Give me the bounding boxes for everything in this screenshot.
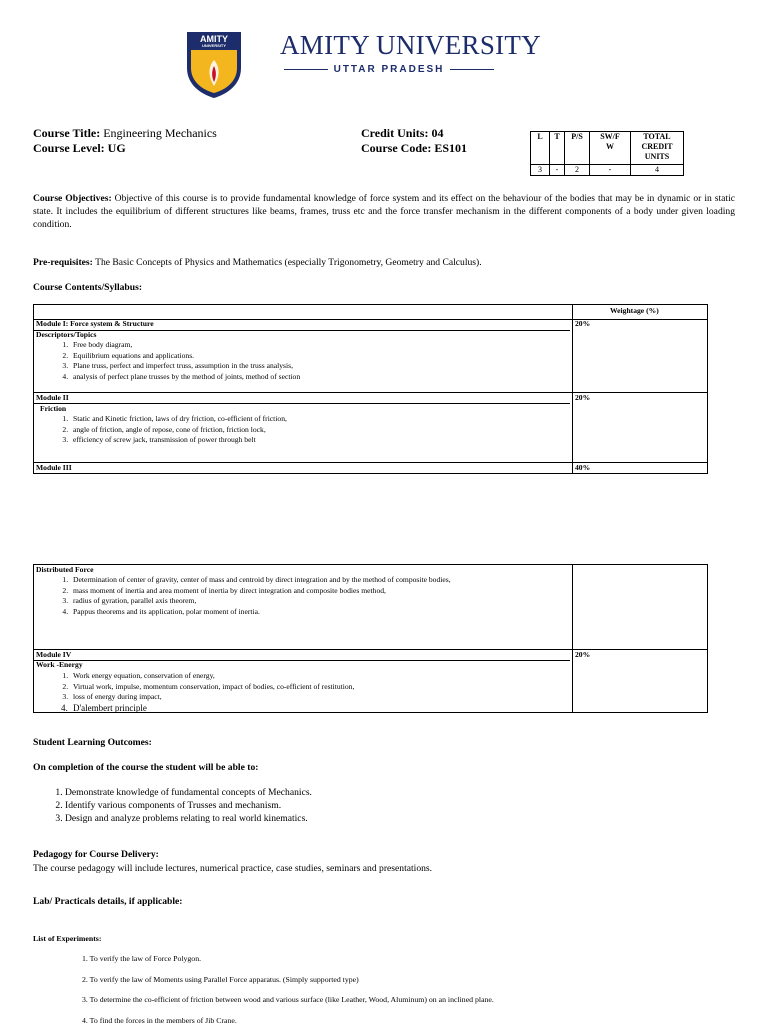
- lab-title: Lab/ Practicals details, if applicable:: [33, 896, 183, 907]
- list-item: 4. analysis of perfect plane trusses by the method of joints, method of section: [70, 372, 300, 383]
- module-1-topics: [34, 340, 300, 382]
- module-3-weight: 40%: [575, 463, 591, 472]
- list-item: 4. Pappus theorems and its application, polar moment of inertia.: [70, 607, 451, 618]
- module-4-subheading: Work -Energy: [36, 660, 83, 669]
- course-code: Course Code: ES101: [361, 141, 468, 155]
- list-item: 1. Determination of center of gravity, center of mass and centroid by direct integration and by the method of composite bodies,: [70, 575, 451, 586]
- list-item: 1. Static and Kinetic friction, laws of dry friction, co-efficient of friction,: [70, 414, 287, 425]
- distributed-force-subheading: Distributed Force: [36, 565, 94, 574]
- pedagogy-title: Pedagogy for Course Delivery:: [33, 849, 159, 860]
- credits-value-swfw: -: [590, 165, 631, 176]
- module-2-subheading: Friction: [40, 404, 67, 413]
- syllabus-title: Course Contents/Syllabus:: [33, 282, 143, 293]
- credit-units: Credit Units: 04: [361, 126, 444, 140]
- university-subtitle: UTTAR PRADESH: [284, 64, 494, 75]
- module-4-title: Module IV: [36, 650, 72, 659]
- outcomes-intro: On completion of the course the student will be able to:: [33, 762, 259, 773]
- outcomes-list: [33, 786, 312, 825]
- credits-table: [530, 131, 684, 176]
- list-item: 2. mass moment of inertia and area moment of inertia by direct integration and composite bodies method,: [70, 586, 451, 597]
- course-level: Course Level: UG: [33, 141, 126, 155]
- credits-value-ps: 2: [565, 165, 590, 176]
- logo-text: AMITY UNIVERSITY: [200, 34, 228, 48]
- list-item: 2. Identify various components of Trusses and mechanism.: [65, 799, 312, 812]
- syllabus-table: [33, 304, 708, 474]
- credits-header-swfw: SW/F W: [590, 132, 631, 165]
- list-item: 3. Plane truss, perfect and imperfect truss, assumption in the truss analysis,: [70, 361, 300, 372]
- course-title: Course Title: Engineering Mechanics: [33, 126, 217, 140]
- list-item: 1. Work energy equation, conservation of energy,: [70, 671, 354, 682]
- module-1-subheading: Descriptors/Topics: [36, 330, 97, 339]
- experiments-title: List of Experiments:: [33, 934, 102, 943]
- module-1-title: Module I: Force system & Structure: [36, 319, 154, 328]
- university-logo: [185, 30, 243, 100]
- experiment-item: 3. To determine the co-efficient of friction between wood and various surface (like Leather, Wood, Aluminum) on an inclined plane.: [82, 995, 494, 1004]
- credits-header-ps: P/S: [565, 132, 590, 165]
- module-3-title: Module III: [36, 463, 72, 472]
- experiment-item: 4. To find the forces in the members of Jib Crane.: [82, 1016, 237, 1025]
- credits-value-l: 3: [531, 165, 550, 176]
- experiment-item: 1. To verify the law of Force Polygon.: [82, 954, 202, 963]
- module-1-weight: 20%: [575, 319, 591, 328]
- course-objectives: Course Objectives: Objective of this course is to provide fundamental knowledge of force system and its effect on the behaviour of the bodies that may be in dynamic or in static state. It includes the equilibrium of different structures like beams, frames, truss etc and the force transfer mechanism in the different components of a body under given loading condition.: [33, 193, 736, 230]
- list-item: 3. Design and analyze problems relating to real world kinematics.: [65, 812, 312, 825]
- module-4-topics: [34, 671, 354, 713]
- module-2-title: Module II: [36, 393, 69, 402]
- credits-header-total: TOTAL CREDIT UNITS: [631, 132, 684, 165]
- prerequisites: Pre-requisites: The Basic Concepts of Physics and Mathematics (especially Trigonometry, Geometry and Calculus).: [33, 257, 482, 268]
- module-2-topics: [34, 414, 287, 446]
- list-item: 1. Demonstrate knowledge of fundamental concepts of Mechanics.: [65, 786, 312, 799]
- list-item: 2. Equilibrium equations and applications.: [70, 351, 300, 362]
- list-item: 4. D'alembert principle: [70, 703, 354, 714]
- module-2-weight: 20%: [575, 393, 591, 402]
- outcomes-title: Student Learning Outcomes:: [33, 737, 152, 748]
- university-name: AMITY UNIVERSITY: [280, 30, 542, 60]
- credits-header-l: L: [531, 132, 550, 165]
- pedagogy-text: The course pedagogy will include lectures, numerical practice, case studies, seminars and presentations.: [33, 863, 433, 874]
- module-4-weight: 20%: [575, 650, 591, 659]
- list-item: 3. loss of energy during impact,: [70, 692, 354, 703]
- list-item: 2. Virtual work, impulse, momentum conservation, impact of bodies, co-efficient of restitution,: [70, 682, 354, 693]
- list-item: 3. efficiency of screw jack, transmission of power through belt: [70, 435, 287, 446]
- experiment-item: 2. To verify the law of Moments using Parallel Force apparatus. (Simply supported type): [82, 975, 359, 984]
- credits-value-t: -: [550, 165, 565, 176]
- list-item: 1. Free body diagram,: [70, 340, 300, 351]
- syllabus-table-continued: [33, 564, 708, 713]
- list-item: 3. radius of gyration, parallel axis theorem,: [70, 596, 451, 607]
- list-item: 2. angle of friction, angle of repose, cone of friction, friction lock,: [70, 425, 287, 436]
- credits-value-total: 4: [631, 165, 684, 176]
- module-3-topics: [34, 575, 451, 617]
- weightage-header: Weightage (%): [610, 306, 659, 315]
- credits-header-t: T: [550, 132, 565, 165]
